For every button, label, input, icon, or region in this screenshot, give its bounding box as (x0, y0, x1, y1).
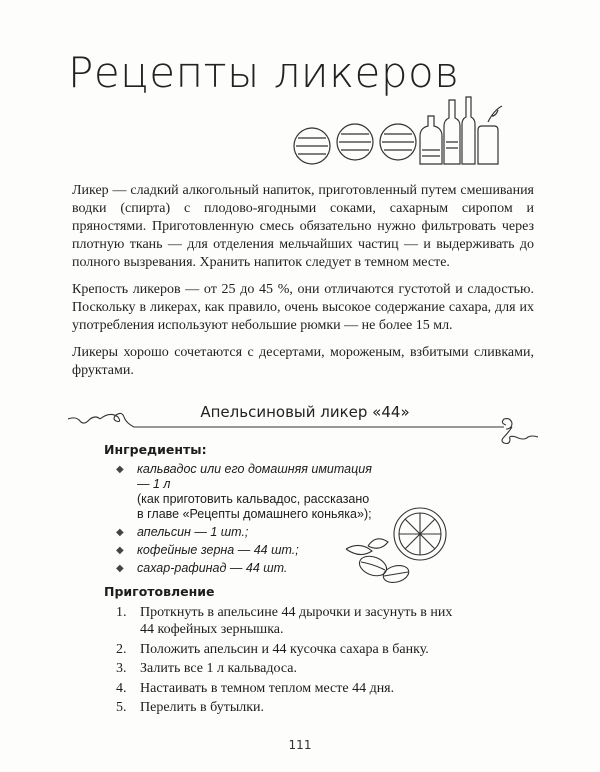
ingredient-note: (как приготовить кальвадос, рассказано в главе «Рецепты домашнего коньяка»); (137, 492, 372, 521)
intro-paragraph: Крепость ликеров — от 25 до 45 %, они отличаются густотой и сладостью. Поскольку в ликерах, как правило, очень высокое содержание сахара, для их употребления используют небольшие рюмки — не более 15 мл. (72, 282, 534, 333)
step-number: 5. (116, 700, 127, 715)
coffee-beans-icon (346, 539, 411, 585)
step-number: 4. (116, 680, 127, 696)
step-item (116, 699, 456, 716)
bullet-icon: ◆ (116, 527, 124, 538)
ingredient-item (116, 525, 376, 540)
step-item (116, 604, 456, 638)
orange-slice-and-coffee-beans-illustration (338, 504, 453, 592)
orange-slice-icon (394, 508, 446, 560)
ingredients-list (116, 462, 376, 576)
step-text: Настаивать в темном теплом месте 44 дня. (140, 680, 395, 696)
recipe-title: Апельсиновый ликер «44» (200, 403, 410, 421)
ingredient-text: кальвадос или его домашняя имитация — 1 л (137, 462, 372, 491)
step-text: Перелить в бутылки. (140, 700, 265, 715)
step-text: Проткнуть в апельсине 44 дырочки и засунуть в них 44 кофейных зернышка. (140, 605, 453, 637)
ingredient-text: сахар-рафинад — 44 шт. (137, 561, 288, 575)
step-number: 1. (116, 605, 127, 620)
ingredient-item (116, 462, 376, 522)
intro-paragraph: Ликер — сладкий алкогольный напиток, приготовленный путем смешивания водки (спирта) с плодово-ягодными соками, сахарным сиропом и пряностями. Приготовленную смесь обязательно нужно фильтровать через плотную ткань — для отделения мельчайших частиц — и выдерживать до полного вызревания. Хранить напиток следует в темном месте. (72, 183, 534, 270)
ingredient-text: апельсин — 1 шт.; (137, 525, 249, 539)
ingredient-item (116, 561, 376, 576)
step-number: 2. (116, 641, 127, 657)
step-item (116, 680, 456, 697)
preparation-heading: Приготовление (104, 584, 215, 599)
step-item (116, 641, 456, 658)
intro-paragraph: Ликеры хорошо сочетаются с десертами, мороженым, взбитыми сливками, фруктами. (72, 345, 534, 378)
ingredient-text: кофейные зерна — 44 шт.; (137, 543, 299, 557)
page-title: Рецепты ликеров (68, 48, 460, 97)
bullet-icon: ◆ (116, 563, 124, 574)
step-item (116, 660, 456, 677)
ingredients-heading: Ингредиенты: (104, 442, 207, 457)
step-number: 3. (116, 661, 127, 676)
step-text: Положить апельсин и 44 кусочка сахара в банку. (140, 641, 429, 657)
preparation-steps (116, 604, 456, 716)
recipe-header (70, 402, 540, 442)
ingredient-item (116, 543, 376, 558)
step-text: Залить все 1 л кальвадоса. (140, 661, 297, 676)
bullet-icon: ◆ (116, 545, 124, 556)
page-number: 111 (288, 738, 312, 752)
bullet-icon: ◆ (116, 464, 124, 475)
